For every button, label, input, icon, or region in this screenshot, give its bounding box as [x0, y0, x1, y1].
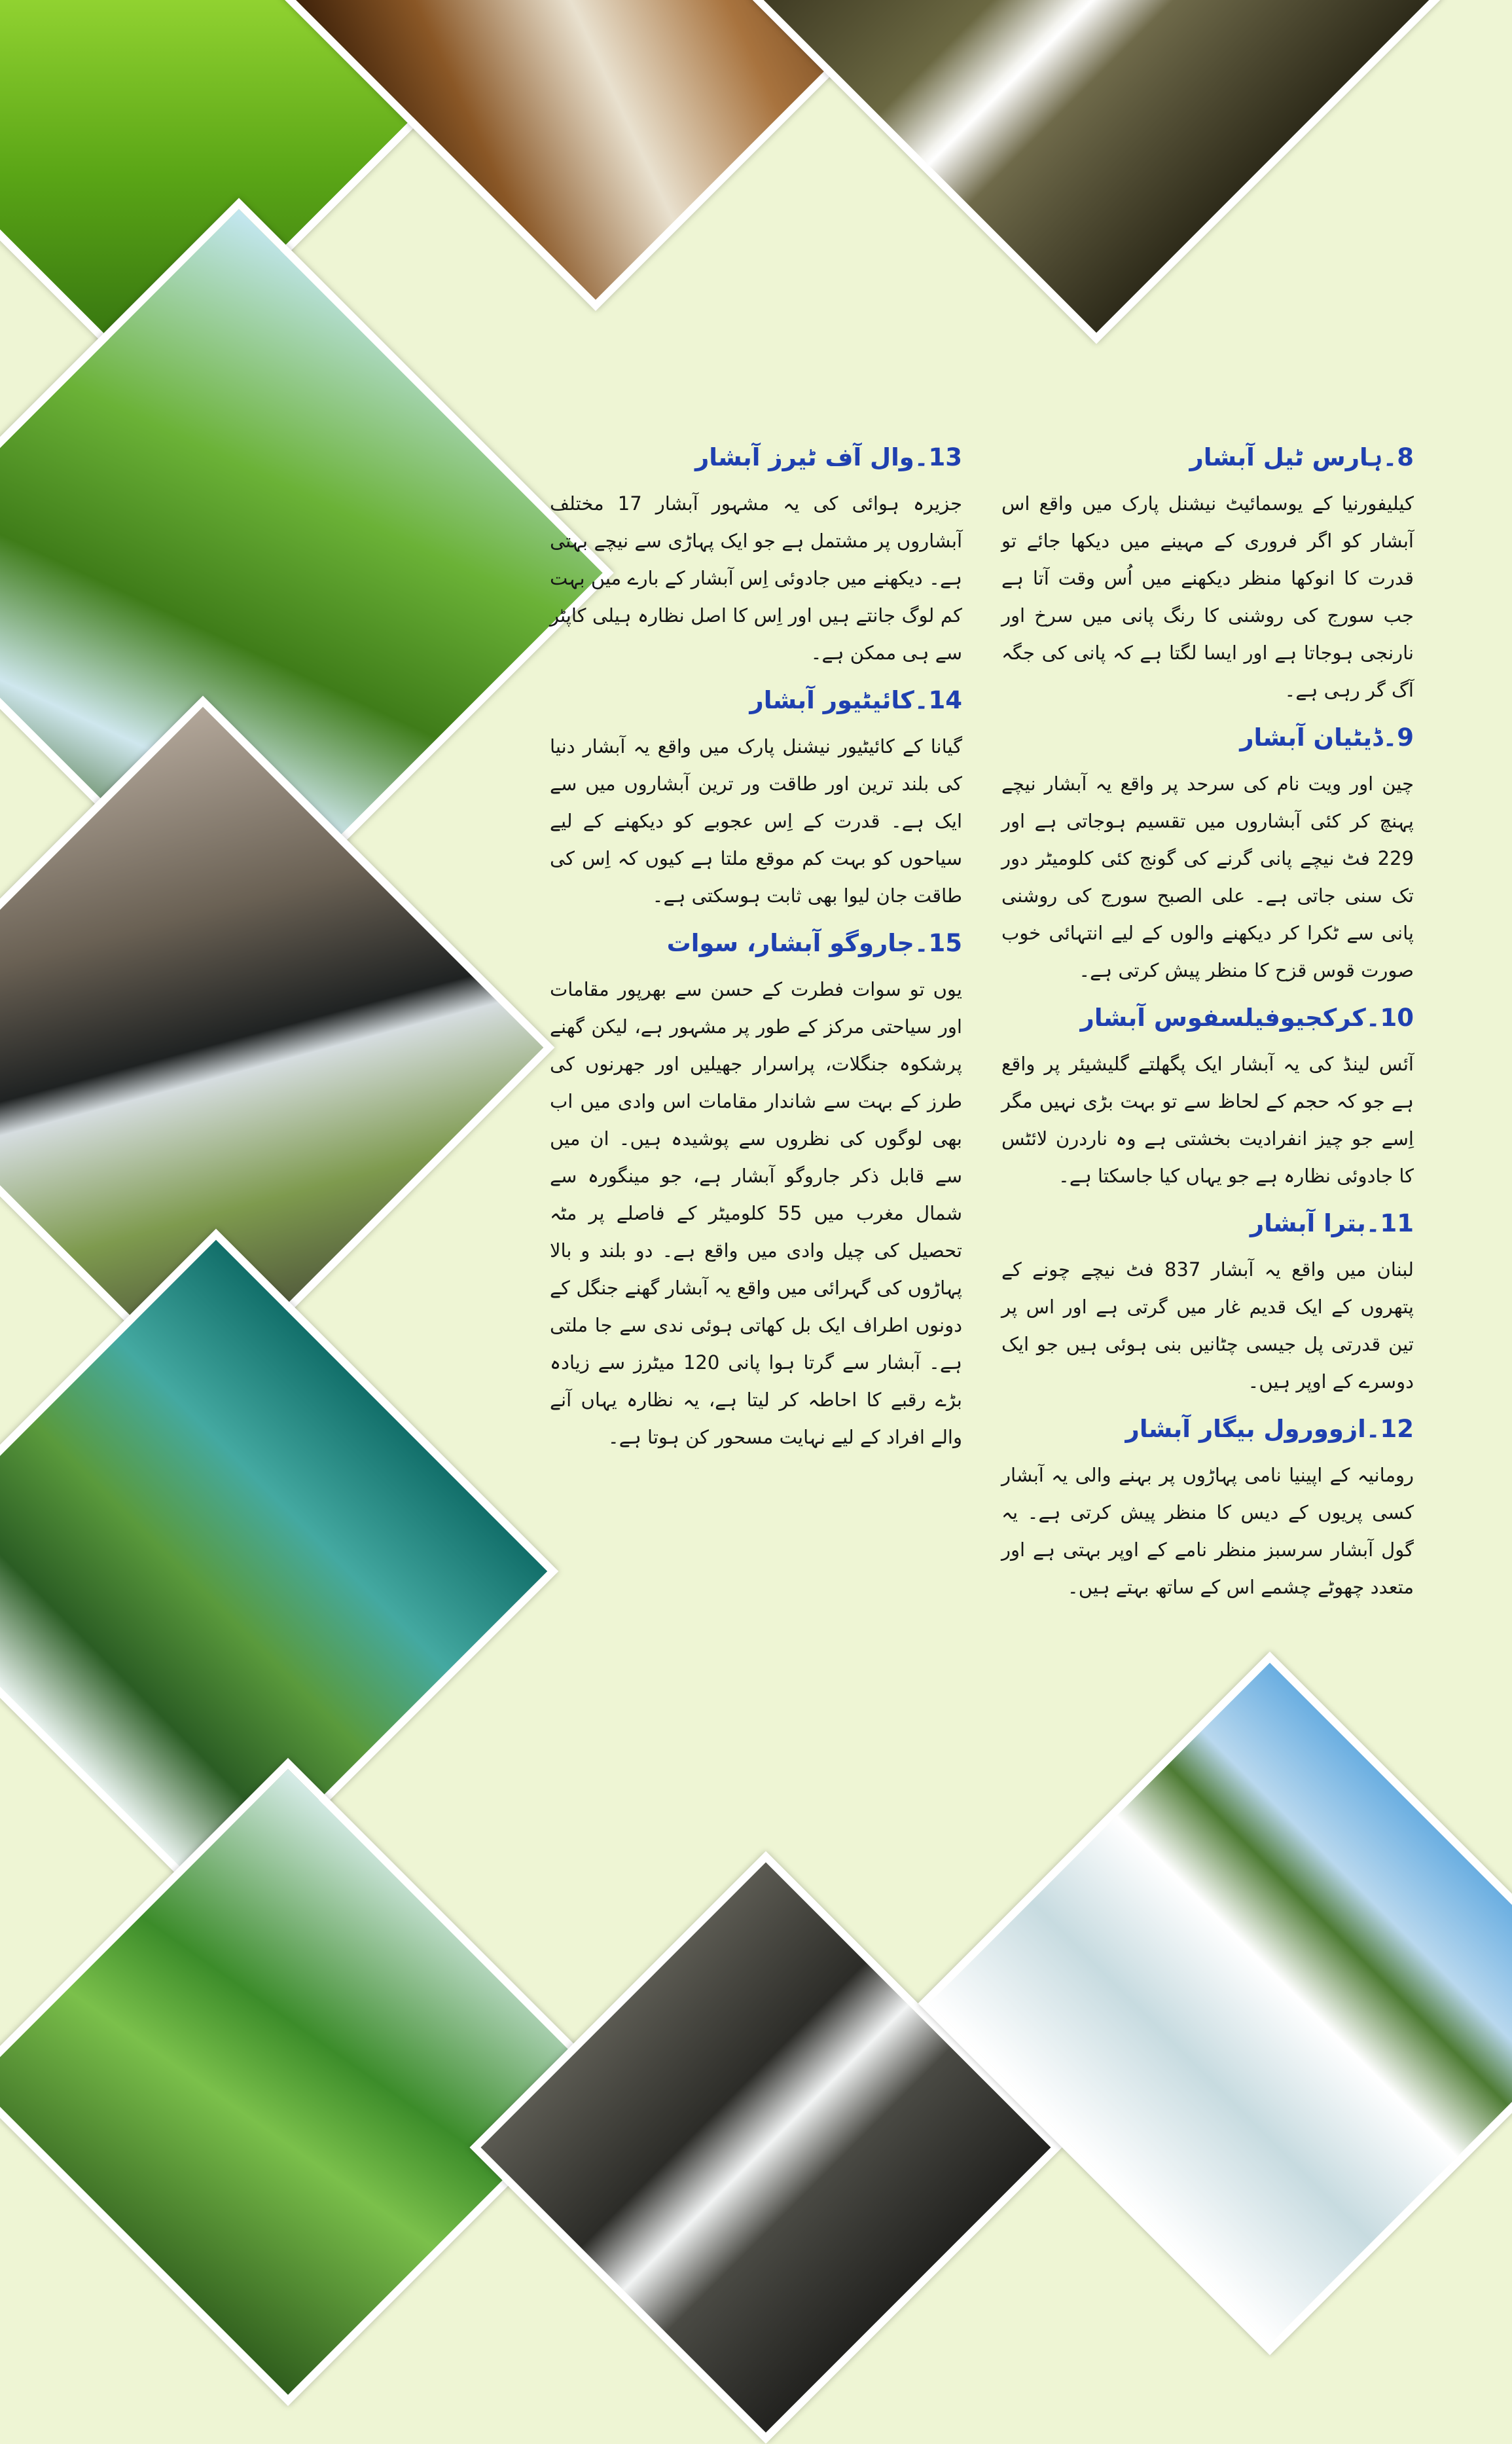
photo-mossy-rocks-falls: [0, 1758, 612, 2406]
heading-jarogo: 15۔جاروگو آبشار، سوات: [666, 929, 962, 958]
heading-baatara: 11۔بترا آبشار: [1250, 1209, 1414, 1238]
left-column: [550, 442, 962, 1469]
heading-kirkjufellsfoss: 10۔کرکجیوفیلسفوس آبشار: [1080, 1004, 1414, 1032]
heading-detian: 9۔ڈیٹیان آبشار: [1240, 723, 1414, 752]
body-detian: چین اور ویت نام کی سرحد پر واقع یہ آبشار نیچے پہنچ کر کئی آبشاروں میں تقسیم ہوجاتی ہے اور 229 فٹ نیچے پانی گرنے کی گونج کئی کلومیٹر دور تک سنی جاتی ہے۔ علی الصبح سورج کی روشنی پانی سے ٹکرا کر دیکھنے والوں کے لیے انتہائی خوب صورت قوس قزح کا منظر پیش کرتی ہے۔: [1001, 773, 1414, 982]
photo-horsetail-fall: [749, 0, 1444, 344]
heading-wall-of-tears: 13۔وال آف ٹیرز آبشار: [694, 443, 962, 471]
body-bigar: رومانیہ کے اپینیا نامی پہاڑوں پر بہنے والی یہ آبشار کسی پریوں کے دیس کا منظر پیش کرتی ہے۔ یہ گول آبشار سرسبز منظر نامے کے اوپر بہتی ہے اور متعدد چھوٹے چشمے اس کے ساتھ بہتے ہیں۔: [1001, 1464, 1414, 1599]
body-wall-of-tears: جزیرہ ہوائی کی یہ مشہور آبشار 17 مختلف آبشاروں پر مشتمل ہے جو ایک پہاڑی سے نیچے بہتی ہے۔ دیکھنے میں جادوئی اِس آبشار کے بارے میں بہت کم لوگ جانتے ہیں اور اِس کا اصل نظارہ ہیلی کاپٹر سے ہی ممکن ہے۔: [550, 492, 963, 665]
body-baatara: لبنان میں واقع یہ آبشار 837 فٹ نیچے چونے کے پتھروں کے ایک قدیم غار میں گرتی ہے اور اس پر تین قدرتی پل جیسی چٹانیں بنی ہوئی ہیں جو ایک دوسرے کے اوپر ہیں۔: [1001, 1258, 1414, 1393]
right-column: [1001, 442, 1414, 1619]
photo-wide-cascade: [918, 1652, 1512, 2356]
body-jarogo: یوں تو سوات فطرت کے حسن سے بھرپور مقامات اور سیاحتی مرکز کے طور پر مشہور ہے، لیکن گھنے پرشکوہ جنگلات، پراسرار جھیلیں اور جھرنوں کی طرز کے بہت سے شاندار مقامات اس وادی میں اب بھی لوگوں کی نظروں سے پوشیدہ ہیں۔ ان میں سے قابل ذکر جاروگو آبشار ہے، جو مینگورہ سے شمال مغرب میں 55 کلومیٹر کے فاصلے پر مٹہ تحصیل کی چیل وادی میں واقع ہے۔ دو بلند و بالا پہاڑوں کی گہرائی میں واقع یہ آبشار گھنے جنگل کے دونوں اطراف ایک بل کھاتی ہوئی ندی سے جا ملتی ہے۔ آبشار سے گرتا ہوا پانی 120 میٹرز سے زیادہ بڑے رقبے کا احاطہ کر لیتا ہے، یہ نظارہ یہاں آنے والے افراد کے لیے نہایت مسحور کن ہوتا ہے۔: [550, 978, 962, 1449]
body-horsetail: کیلیفورنیا کے یوسمائیٹ نیشنل پارک میں واقع اس آبشار کو اگر فروری کے مہینے میں دیکھا جائے تو قدرت کا انوکھا منظر دیکھنے میں اُس وقت آتا ہے جب سورج کی روشنی کا رنگ پانی میں سرخ اور نارنجی ہوجاتا ہے اور ایسا لگتا ہے کہ پانی کی جگہ آگ گر رہی ہے۔: [1001, 492, 1414, 702]
heading-horsetail: 8۔ہارس ٹیل آبشار: [1189, 443, 1414, 471]
body-kirkjufellsfoss: آئس لینڈ کی یہ آبشار ایک پگھلتے گلیشیئر پر واقع ہے جو کہ حجم کے لحاظ سے تو بہت بڑی نہیں مگر اِسے جو چیز انفرادیت بخشتی ہے وہ ناردرن لائٹس کا جادوئی نظارہ ہے جو یہاں کیا جاسکتا ہے۔: [1001, 1053, 1414, 1188]
body-kaieteur: گیانا کے کائیٹیور نیشنل پارک میں واقع یہ آبشار دنیا کی بلند ترین اور طاقت ور ترین آبشاروں میں سے ایک ہے۔ قدرت کے اِس عجوبے کو دیکھنے کے لیے سیاحوں کو بہت کم موقع ملتا ہے کیوں کہ اِس کی طاقت جان لیوا بھی ثابت ہوسکتی ہے۔: [550, 735, 962, 907]
photo-dark-gorge-falls: [469, 1851, 1062, 2443]
heading-kaieteur: 14۔کائیٹیور آبشار: [749, 686, 962, 715]
heading-bigar: 12۔ازوورول بیگار آبشار: [1125, 1415, 1414, 1444]
